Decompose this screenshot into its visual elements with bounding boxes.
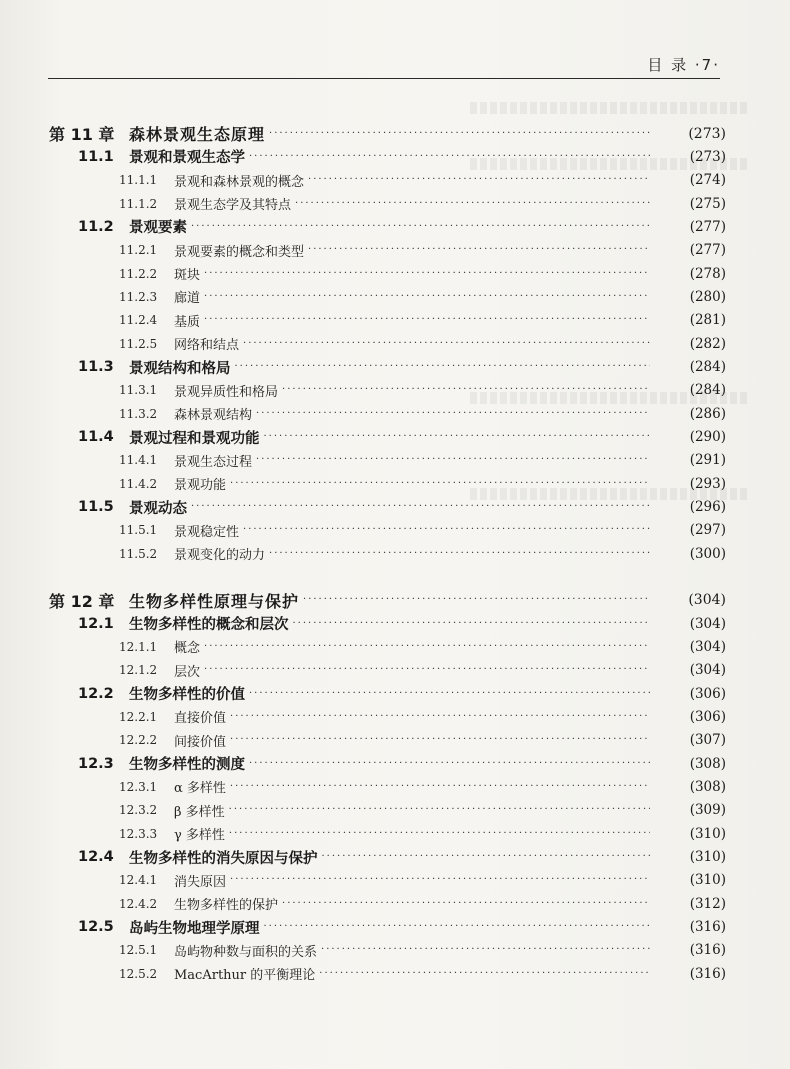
toc-title: γ 多样性	[174, 828, 225, 844]
toc-entry-section[interactable]	[0, 496, 790, 519]
toc-number: 12.4.2	[119, 896, 158, 911]
toc-title: 消失原因	[174, 874, 227, 890]
toc-entry-sub[interactable]	[0, 822, 790, 845]
toc-page-number: (277)	[689, 242, 726, 259]
toc-number: 11.3.1	[119, 383, 158, 398]
dot-leader	[319, 967, 650, 981]
toc-page-number: (284)	[689, 382, 726, 399]
dot-leader	[269, 127, 650, 141]
page-header	[48, 50, 720, 79]
toc-number: 12.2.1	[119, 709, 158, 724]
toc-entry-sub[interactable]	[0, 192, 790, 215]
dot-leader	[229, 827, 650, 841]
dot-leader	[229, 803, 650, 817]
toc-page-number: (282)	[689, 335, 726, 352]
toc-number: 12.1.1	[119, 639, 158, 654]
toc-entry-sub[interactable]	[0, 705, 790, 728]
toc-page-number: (273)	[689, 148, 726, 165]
toc-number: 11.3.2	[119, 406, 158, 421]
toc-entry-sub[interactable]	[0, 332, 790, 355]
toc-number: 12.3.2	[119, 803, 158, 818]
running-title: 目 录 ·7·	[647, 56, 720, 74]
toc-number: 12.2.2	[119, 733, 158, 748]
toc-entry-section[interactable]	[0, 916, 790, 939]
dot-leader	[308, 243, 650, 257]
toc-title: 景观生态过程	[174, 454, 253, 470]
toc-number: 12.4.1	[119, 873, 158, 888]
dot-leader	[235, 360, 651, 374]
toc-page-number: (310)	[689, 872, 726, 889]
toc-title: 直接价值	[174, 711, 227, 727]
toc-entry-sub[interactable]	[0, 892, 790, 915]
dot-leader	[322, 850, 651, 864]
toc-page-number: (309)	[689, 802, 726, 819]
toc-title: 景观结构和格局	[129, 360, 231, 377]
toc-title: 景观要素	[129, 220, 187, 237]
toc-title: 景观变化的动力	[174, 548, 266, 564]
dot-leader	[230, 733, 650, 747]
toc-page-number: (308)	[689, 778, 726, 795]
dot-leader	[230, 477, 650, 491]
toc-title: 景观动态	[129, 500, 187, 517]
toc-page-number: (296)	[689, 499, 726, 516]
dot-leader	[243, 523, 650, 537]
toc-page-number: (304)	[689, 662, 726, 679]
dot-leader	[308, 173, 650, 187]
dot-leader	[249, 687, 650, 701]
dot-leader	[264, 430, 651, 444]
toc-title: 生物多样性原理与保护	[129, 591, 300, 611]
toc-entry-sub[interactable]	[0, 659, 790, 682]
toc-entry-sub[interactable]	[0, 449, 790, 472]
toc-page-number: (306)	[689, 708, 726, 725]
toc-title: 间接价值	[174, 734, 227, 750]
toc-page-number: (293)	[689, 475, 726, 492]
toc-title: 森林景观生态原理	[129, 125, 266, 144]
dot-leader	[191, 220, 650, 234]
toc-number: 11.1.2	[119, 196, 158, 211]
toc-number: 第 12 章	[49, 591, 115, 611]
toc-title: 层次	[174, 664, 201, 680]
toc-page-number: (310)	[689, 825, 726, 842]
toc-number: 11.2.4	[119, 313, 158, 328]
toc-title: MacArthur 的平衡理论	[174, 968, 316, 984]
toc-number: 11.4	[78, 429, 114, 446]
dot-leader	[230, 873, 650, 887]
toc-page-number: (274)	[689, 172, 726, 189]
toc-title: 生物多样性的概念和层次	[129, 617, 289, 633]
toc-page-number: (280)	[689, 288, 726, 305]
toc-title: 生物多样性的保护	[174, 898, 279, 914]
toc-number: 12.2	[78, 685, 114, 702]
toc-page-number: (308)	[689, 755, 726, 772]
toc-entry-section[interactable]	[0, 752, 790, 775]
dot-leader	[293, 617, 651, 631]
toc-title: β 多样性	[174, 804, 225, 820]
toc-entry-sub[interactable]	[0, 939, 790, 962]
toc-number: 11.4.1	[119, 453, 158, 468]
toc-page-number: (286)	[689, 405, 726, 422]
dot-leader	[191, 500, 650, 514]
toc-title: 景观要素的概念和类型	[174, 244, 305, 260]
toc-page-number: (304)	[689, 638, 726, 655]
toc-page-number: (273)	[688, 125, 726, 142]
toc-number: 11.2.3	[119, 289, 158, 304]
toc-entry-sub[interactable]	[0, 799, 790, 822]
toc-title: 景观和森林景观的概念	[174, 174, 305, 190]
toc-page-number: (306)	[689, 685, 726, 702]
dot-leader	[303, 593, 650, 607]
toc-title: 景观生态学及其特点	[174, 198, 292, 214]
toc-entry-sub[interactable]	[0, 239, 790, 262]
toc-entry-sub[interactable]	[0, 729, 790, 752]
dot-leader	[204, 640, 650, 654]
toc-number: 11.2.1	[119, 243, 158, 258]
toc-page-number: (312)	[689, 895, 726, 912]
toc-title: 景观稳定性	[174, 524, 240, 540]
toc-page-number: (297)	[689, 522, 726, 539]
toc-number: 12.5.2	[119, 966, 158, 981]
toc-title: 岛屿生物地理学原理	[129, 920, 260, 937]
toc-entry-sub[interactable]	[0, 309, 790, 332]
toc-entry-section[interactable]	[0, 846, 790, 869]
toc-page-number: (291)	[689, 452, 726, 469]
dot-leader	[204, 663, 650, 677]
toc-title: 基质	[174, 314, 201, 330]
dot-leader	[321, 943, 650, 957]
toc-page-number: (316)	[689, 965, 726, 982]
dot-leader	[282, 897, 650, 911]
toc-entry-section[interactable]	[0, 215, 790, 238]
dot-leader	[249, 150, 650, 164]
toc-number: 12.4	[78, 849, 114, 865]
toc-number: 12.5	[78, 919, 114, 936]
toc-title: 景观异质性和格局	[174, 384, 279, 400]
dot-leader	[269, 547, 650, 561]
toc-number: 12.5.1	[119, 943, 158, 958]
toc-number: 11.1	[78, 148, 114, 165]
toc-number: 11.4.2	[119, 476, 158, 491]
toc-entry-section[interactable]	[0, 356, 790, 379]
toc-title: 概念	[174, 641, 201, 657]
toc-entry-sub[interactable]	[0, 169, 790, 192]
toc-title: 景观过程和景观功能	[129, 430, 260, 447]
toc-entry-sub[interactable]	[0, 285, 790, 308]
toc-number: 12.1.2	[119, 663, 158, 678]
toc-title: 网络和结点	[174, 338, 240, 354]
toc-title: 生物多样性的价值	[129, 687, 245, 704]
toc-entry-sub[interactable]	[0, 519, 790, 542]
toc-number: 11.1.1	[119, 173, 158, 188]
toc-number: 11.5.1	[119, 523, 158, 538]
toc-entry-sub[interactable]	[0, 775, 790, 798]
toc-number: 第 11 章	[49, 125, 115, 144]
toc-number: 11.2.2	[119, 266, 158, 281]
toc-entry-sub[interactable]	[0, 402, 790, 425]
toc-title: 斑块	[174, 268, 201, 284]
dot-leader	[282, 383, 650, 397]
toc-page-number: (277)	[689, 218, 726, 235]
toc-entry-sub[interactable]	[0, 635, 790, 658]
toc-number: 12.1	[78, 615, 114, 632]
dot-leader	[295, 197, 650, 211]
dot-leader	[204, 267, 650, 281]
toc-title: 景观功能	[174, 478, 227, 494]
toc-entry-section[interactable]	[0, 426, 790, 449]
toc-page-number: (284)	[689, 359, 726, 375]
toc-entry-chapter[interactable]	[0, 589, 790, 612]
toc-entry-sub[interactable]	[0, 379, 790, 402]
toc-title: α 多样性	[174, 781, 226, 797]
dot-leader	[243, 337, 650, 351]
toc-title: 廊道	[174, 291, 201, 307]
toc-page-number: (304)	[688, 592, 726, 609]
toc-number: 11.3	[78, 359, 114, 375]
toc-title: 景观和景观生态学	[129, 150, 245, 167]
toc-entry-sub[interactable]	[0, 262, 790, 285]
bleed-through-texture	[470, 102, 750, 114]
dot-leader	[230, 710, 650, 724]
toc-number: 12.3.3	[119, 826, 158, 841]
toc-entry-section[interactable]	[0, 145, 790, 168]
toc-page-number: (281)	[689, 312, 726, 329]
toc-page-number: (316)	[689, 919, 726, 936]
toc-page-number: (316)	[689, 942, 726, 959]
toc-number: 11.5	[78, 499, 114, 516]
toc-entry-chapter[interactable]	[0, 122, 790, 145]
toc-page-number: (307)	[689, 732, 726, 749]
toc-title: 生物多样性的消失原因与保护	[129, 850, 318, 867]
dot-leader	[230, 780, 650, 794]
toc-number: 12.3	[78, 755, 114, 772]
toc-title: 森林景观结构	[174, 408, 253, 424]
toc-page-number: (275)	[689, 195, 726, 212]
toc-entry-section[interactable]	[0, 612, 790, 635]
dot-leader	[256, 453, 650, 467]
toc-title: 岛屿物种数与面积的关系	[174, 944, 318, 960]
toc-page-number: (278)	[689, 265, 726, 282]
toc-entry-sub[interactable]	[0, 962, 790, 985]
toc-number: 12.3.1	[119, 779, 158, 794]
toc-number: 11.2.5	[119, 336, 158, 351]
toc-page-number: (310)	[689, 849, 726, 865]
dot-leader	[249, 757, 650, 771]
toc-page-number: (300)	[689, 545, 726, 562]
dot-leader	[256, 407, 650, 421]
toc-number: 11.2	[78, 218, 114, 235]
toc-number: 11.5.2	[119, 546, 158, 561]
toc-entry-sub[interactable]	[0, 869, 790, 892]
dot-leader	[204, 290, 650, 304]
toc-page-number: (290)	[689, 429, 726, 446]
toc-page-number: (304)	[689, 615, 726, 632]
dot-leader	[204, 313, 650, 327]
toc-entry-sub[interactable]	[0, 472, 790, 495]
dot-leader	[264, 920, 651, 934]
toc-entry-section[interactable]	[0, 682, 790, 705]
toc-title: 生物多样性的测度	[129, 757, 245, 774]
toc-entry-sub[interactable]	[0, 542, 790, 565]
